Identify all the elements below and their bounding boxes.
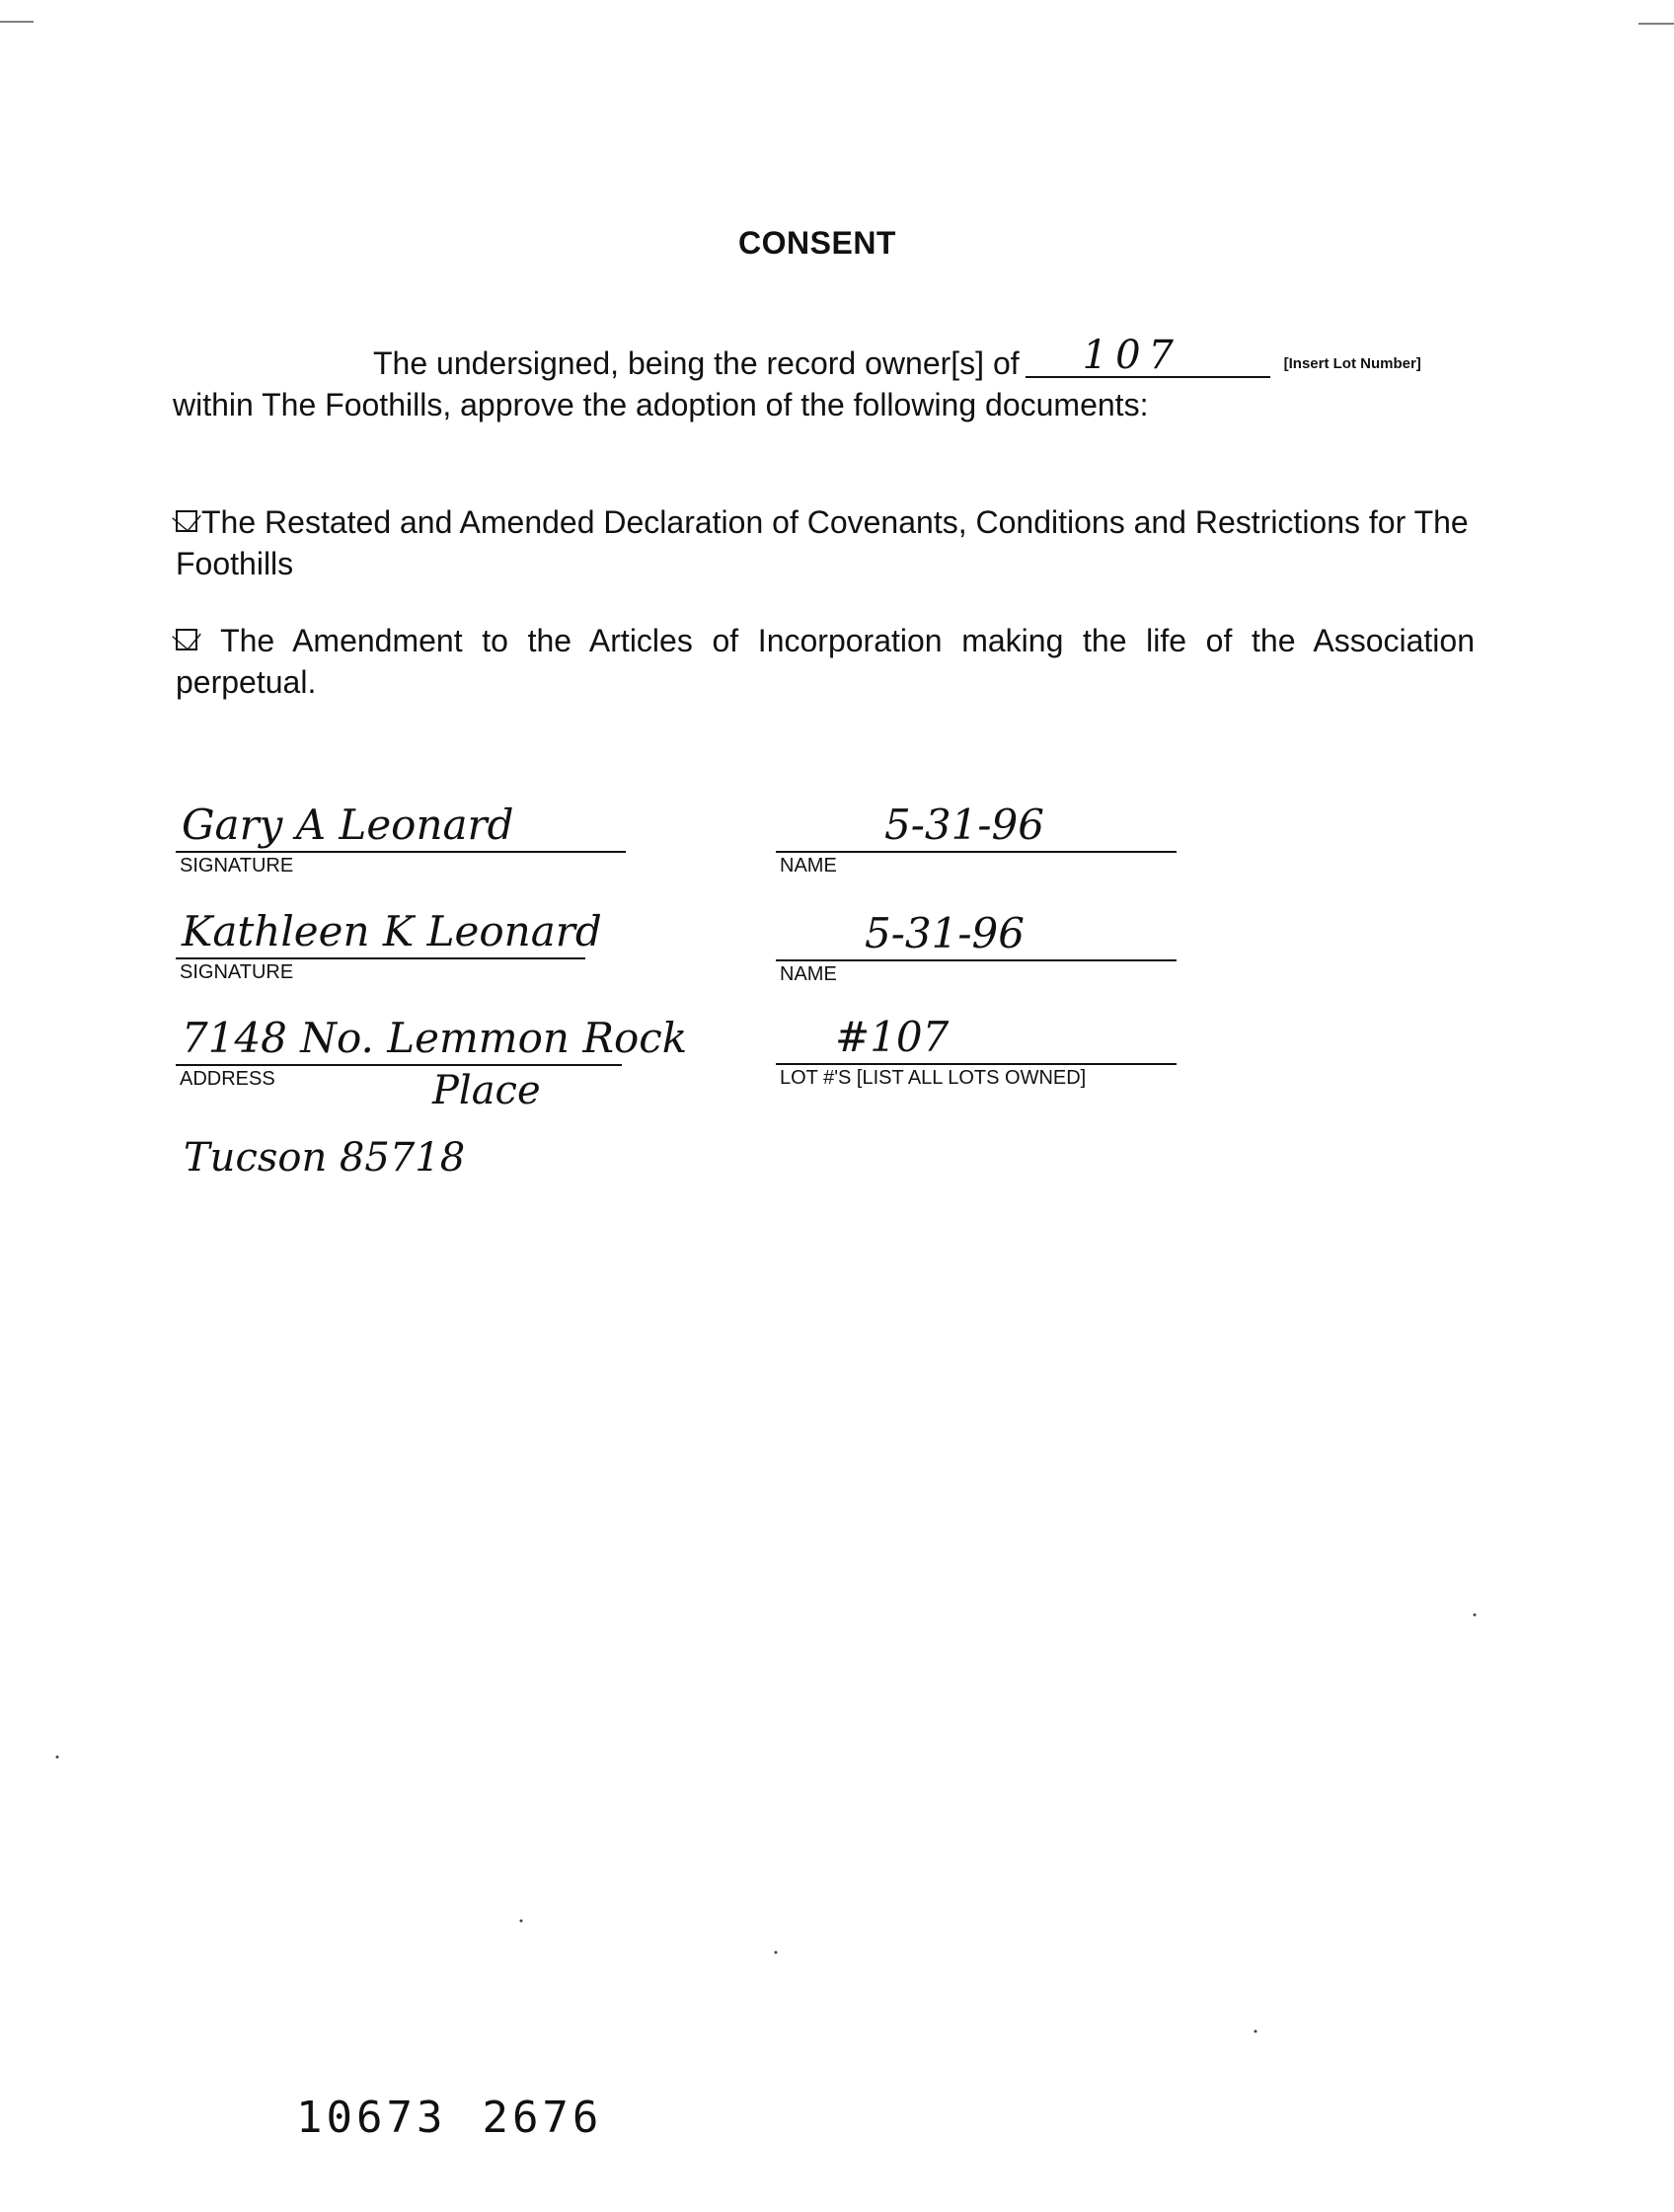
scan-speck [520, 1920, 523, 1923]
recording-number-part-1: 10673 [296, 2093, 447, 2143]
page-title: CONSENT [738, 225, 896, 261]
scan-speck [56, 1756, 59, 1759]
name-field-2[interactable] [776, 909, 1177, 985]
signature-1-handwritten: Gary A Leonard [182, 801, 514, 849]
signature-field-1[interactable] [176, 801, 626, 877]
name-1-handwritten: 5-31-96 [884, 801, 1044, 849]
signature-2-handwritten: Kathleen K Leonard [182, 907, 602, 955]
address-label: ADDRESS [180, 1068, 275, 1090]
address-line-2-handwritten: Place [432, 1068, 541, 1113]
intro-line-2: within The Foothills, approve the adoption of the following documents: [173, 387, 1149, 422]
name-2-handwritten: 5-31-96 [865, 909, 1025, 957]
address-line-1-handwritten: 7148 No. Lemmon Rock [182, 1014, 688, 1062]
lot-number-field[interactable] [1026, 333, 1270, 378]
document-item-text: The Amendment to the Articles of Incorporation making the life of the Association perpetual. [176, 623, 1476, 700]
document-item-declaration [176, 501, 1475, 584]
recording-number-part-2: 2676 [482, 2093, 603, 2143]
intro-line-1 [373, 333, 1421, 382]
address-line-3-handwritten: Tucson 85718 [184, 1135, 466, 1181]
signature-label: SIGNATURE [180, 961, 294, 983]
checkbox-declaration[interactable] [176, 510, 197, 532]
address-field[interactable] [176, 1014, 688, 1090]
name-field-1[interactable] [776, 801, 1177, 877]
signature-label: SIGNATURE [180, 855, 294, 877]
intro-text: The undersigned, being the record owner[s] of [373, 345, 1020, 381]
name-label: NAME [780, 963, 837, 985]
scan-speck [775, 1951, 778, 1954]
recording-number [296, 2093, 638, 2143]
document-item-text: The Restated and Amended Declaration of Covenants, Conditions and Restrictions for The Foothills [176, 504, 1469, 581]
checkbox-amendment[interactable] [176, 629, 197, 650]
insert-lot-note: [Insert Lot Number] [1283, 355, 1421, 372]
lot-numbers-field[interactable] [776, 1013, 1177, 1089]
scan-speck [1474, 1614, 1477, 1617]
lot-numbers-label: LOT #'S [LIST ALL LOTS OWNED] [780, 1067, 1087, 1089]
signature-field-2[interactable] [176, 907, 602, 983]
name-label: NAME [780, 855, 837, 877]
scan-speck [1255, 2030, 1257, 2033]
lot-numbers-handwritten: #107 [835, 1013, 950, 1061]
lot-number-handwritten: 107 [1082, 333, 1181, 378]
document-item-amendment [176, 620, 1475, 703]
